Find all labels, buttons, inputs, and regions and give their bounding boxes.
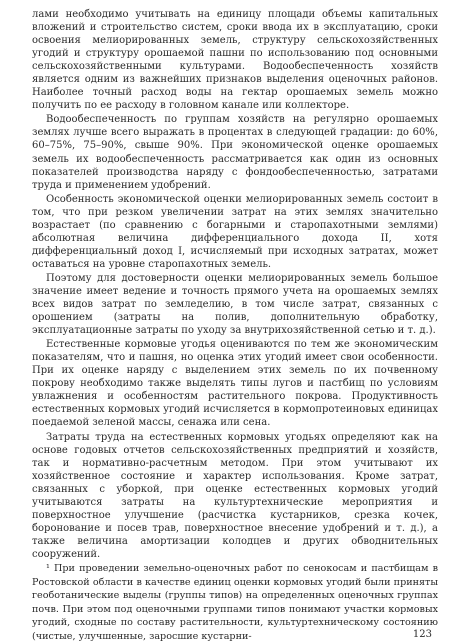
paragraph-labor-costs: Затраты труда на естественных кормовых угодьях определяют как на основе годовых отчетов сельскохозяйственных предприятий и хозяйств, так и нормативно-расчетным методом. При этом учитывают их хозяйственное состояние и характер использования. Кроме затрат, связанных с уборкой, при оценке естественных кормовых угодий учитываются затраты на культуртехнические мероприятия и поверхностное улучшение (расчистка кустарников, срезка кочек, боронование и посев трав, поверхностное внесение удобрений и т. д.), а также величина амортизации колодцев и других обводнительных сооружений. bbox=[32, 431, 438, 560]
page-body bbox=[32, 8, 438, 644]
paragraph-continued: лами необходимо учитывать на единицу площади объемы капитальных вложений и строительство систем, сроки ввода их в эксплуатацию, сроки освоения мелиорированных земель, структуру сельскохозяйственных угодий и структуру орошаемой пашни по использованию под основными сельскохозяйственными культурами. Водообеспеченность хозяйств является одним из важнейших признаков выделения оценочных районов. Наиболее точный расход воды на гектар орошаемых земель можно получить по ее расходу в головном канале или коллекторе. bbox=[32, 9, 438, 112]
paragraph-natural-forage-lands: Естественные кормовые угодья оцениваются по тем же экономическим показателям, что и пашня, но оценка этих угодий имеет свои особенности. При их оценке наряду с выделением этих земель по их почвенному покрову необходимо также выделять типы лугов и пастбищ по условиям увлажнения и особенностям растительного покрова. Продуктивность естественных кормовых угодий исчисляется в кормопротеиновых единицах поедаемой зеленой массы, сенажа или сена. bbox=[32, 339, 438, 429]
paragraph-reclaimed-land-feature: Особенность экономической оценки мелиорированных земель состоит в том, что при резком увеличении затрат на этих землях значительно возрастает (по сравнению с богарными и старопахотными землями) абсолютная величина дифференциального дохода II, хотя дифференциальный доход I, исчисляемый при исходных затратах, может оставаться на уровне старопахотных земель. bbox=[32, 193, 438, 270]
footnote bbox=[32, 562, 438, 644]
footnote-marker: ¹ bbox=[46, 562, 50, 574]
footnote-text: При проведении земельно-оценочных работ по сенокосам и пастбищам в Ростовской области в качестве единиц оценки кормовых угодий были приняты геоботанические выделы (группы типов) на определенных оценочных группах почв. При этом под оценочными группами типов понимают участки кормовых угодий, сходные по составу растительности, культуртехническому состоянию (чистые, улучшенные, заросшие кустарни- bbox=[32, 562, 438, 642]
page-number: 123 bbox=[412, 629, 432, 640]
paragraph-water-supply: Водообеспеченность по группам хозяйств на регулярно орошаемых землях лучше всего выражать в процентах в следующей градации: до 60%, 60–75%, 75–90%, свыше 90%. При экономической оценке орошаемых земель их водообеспеченность рассматривается как один из основных показателей производства наряду с фондообеспеченностью, затратами труда и применением удобрений. bbox=[32, 114, 438, 191]
paragraph-cost-accounting: Поэтому для достоверности оценки мелиорированных земель большое значение имеет ведение и точность прямого учета на орошаемых землях всех видов затрат по земледелию, в том числе затрат, связанных с орошением (затраты на полив, дополнительную обработку, эксплуатационные затраты по уходу за внутрихозяйственной сетью и т. д.). bbox=[32, 272, 438, 337]
